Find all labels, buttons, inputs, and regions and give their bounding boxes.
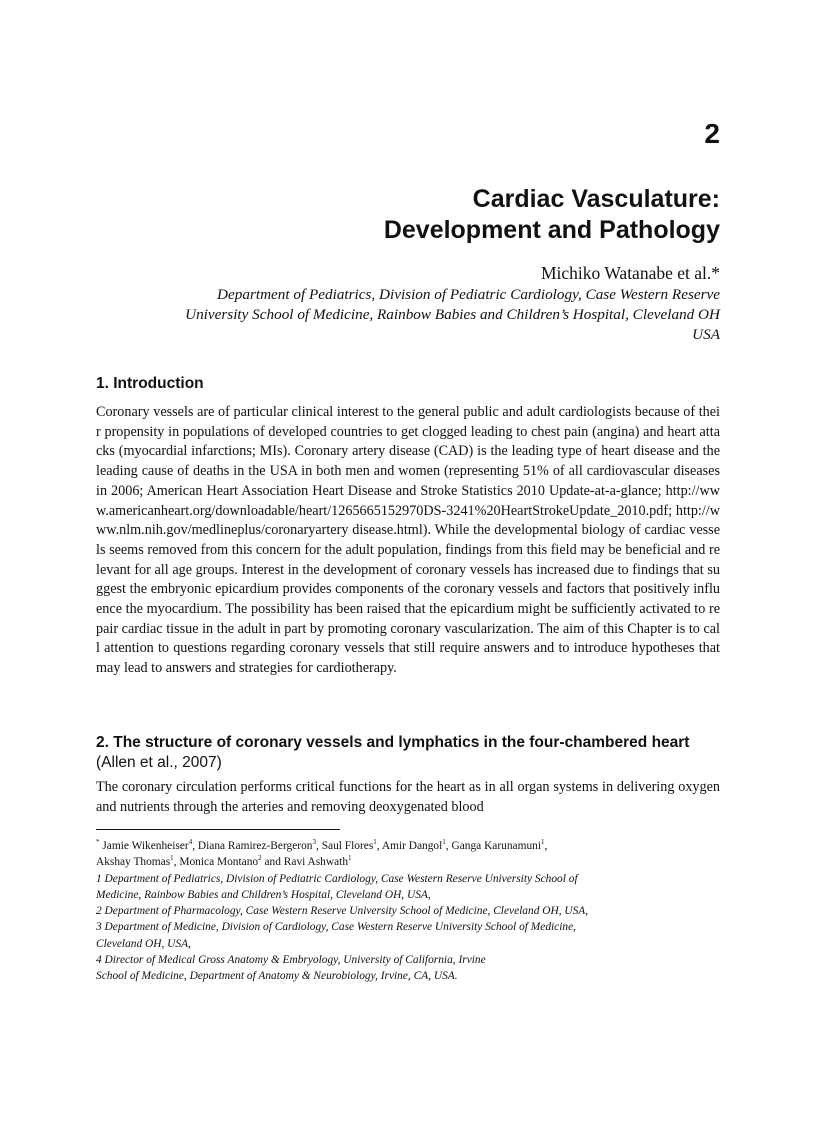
- author-affiliation: [96, 285, 720, 345]
- section-heading-introduction: 1. Introduction: [96, 375, 204, 392]
- coauthor-affil: 3: [312, 838, 316, 847]
- coauthor: Saul Flores: [321, 840, 374, 852]
- author-line: Michiko Watanabe et al.*: [540, 263, 720, 283]
- coauthor: Ravi Ashwath: [283, 856, 349, 869]
- footnote-affiliation-line: Medicine, Rainbow Babies and Children’s Hospital, Cleveland OH, USA,: [96, 888, 431, 901]
- coauthor: Amir Dangol: [381, 840, 443, 852]
- footnote-affiliation-line: Cleveland OH, USA,: [96, 937, 191, 950]
- coauthor: Ganga Karunamuni: [451, 840, 542, 852]
- affiliation-line-3: USA: [692, 326, 720, 343]
- coauthor-affil: 1: [442, 838, 446, 847]
- chapter-number: 2: [704, 118, 720, 149]
- footnote-divider: [96, 829, 340, 830]
- footnote-affiliation-line: 4 Director of Medical Gross Anatomy & Embryology, University of California, Irvine: [96, 954, 486, 967]
- chapter-title: [384, 184, 720, 246]
- section-heading-citation: (Allen et al., 2007): [96, 754, 222, 771]
- affiliation-line-2: University School of Medicine, Rainbow Babies and Children’s Hospital, Cleveland OH: [185, 306, 720, 323]
- coauthor: Jamie Wikenheiser: [102, 840, 189, 852]
- footnote-affiliation-line: 3 Department of Medicine, Division of Cardiology, Case Western Reserve University School of Medicine,: [96, 921, 576, 934]
- structure-paragraph: The coronary circulation performs critical functions for the heart as in all organ systems in delivering oxygen and nutrients through the arteries and removing deoxygenated blood: [96, 779, 720, 815]
- coauthor: Diana Ramirez-Bergeron: [197, 840, 313, 852]
- section-heading-structure: [96, 733, 720, 773]
- footnote-affiliation-line: 1 Department of Pediatrics, Division of Pediatric Cardiology, Case Western Reserve University School of: [96, 872, 578, 885]
- coauthor-affil: 4: [188, 838, 193, 847]
- chapter-title-line-2: Development and Pathology: [383, 216, 720, 244]
- chapter-title-line-1: Cardiac Vasculature:: [472, 185, 720, 213]
- section-heading-structure-text: 2. The structure of coronary vessels and lymphatics in the four-chambered heart: [96, 734, 690, 751]
- footnote-affiliation-line: School of Medicine, Department of Anatomy & Neurobiology, Irvine, CA, USA.: [96, 970, 458, 983]
- coauthor: Akshay Thomas: [96, 856, 171, 869]
- footnotes: [96, 838, 720, 985]
- footnote-affiliation-line: 2 Department of Pharmacology, Case Western Reserve University School of Medicine, Cleveland OH, USA,: [96, 905, 589, 918]
- footnote-coauthors-line-1: * Jamie Wikenheiser$^4$, Diana Ramirez-Bergeron$^3$, Saul Flores$^1$, Amir Dangol$^1$, Ganga Karunamuni$^1$,: [96, 838, 548, 852]
- coauthor-affil: 2: [258, 854, 262, 863]
- coauthor: Monica Montano: [179, 856, 259, 869]
- affiliation-line-1: Department of Pediatrics, Division of Pediatric Cardiology, Case Western Reserve: [217, 286, 720, 303]
- coauthor-affil: 1: [373, 838, 377, 847]
- coauthor-affil: 1: [348, 854, 352, 863]
- coauthor-affil: 1: [170, 854, 174, 863]
- footnote-star: *: [96, 838, 100, 847]
- introduction-paragraph: Coronary vessels are of particular clinical interest to the general public and adult cardiologists because of their propensity in populations of developed countries to get clogged leading to chest pain (angina) and heart attacks (myocardial infarctions; MIs). Coronary artery disease (CAD) is the leading type of heart disease and the leading cause of deaths in the USA in both men and women (representing 51% of all cardiovascular diseases in 2006; American Heart Association Heart Disease and Stroke Statistics 2010 Update-at-a-glance; http://www.americanheart.org/downloadable/heart/1265665152970DS-3241%20HeartStrokeUpdate_2010.pdf; http://www.nlm.nih.gov/medlineplus/coronaryartery disease.html). While the developmental biology of cardiac vessels seems removed from this concern for the adult population, findings from this field may be beneficial and relevant for all age groups. Interest in the development of coronary vessels has increased due to findings that suggest the embryonic epicardium provides components of the coronary vessels and factors that positively influence the myocardium. The possibility has been raised that the epicardium might be sufficiently activated to repair cardiac tissue in the adult in part by promoting coronary vascularization. The aim of this Chapter is to call attention to questions regarding coronary vessels that still require answers and to introduce hypotheses that may lead to answers and strategies for cardiotherapy.: [96, 404, 720, 677]
- coauthor-affil: 1: [541, 838, 545, 847]
- coauthor-conjunction: and: [264, 856, 281, 869]
- footnote-coauthors-line-2: Akshay Thomas$^1$, Monica Montano$^2$ and Ravi Ashwath$^1$: [96, 854, 352, 869]
